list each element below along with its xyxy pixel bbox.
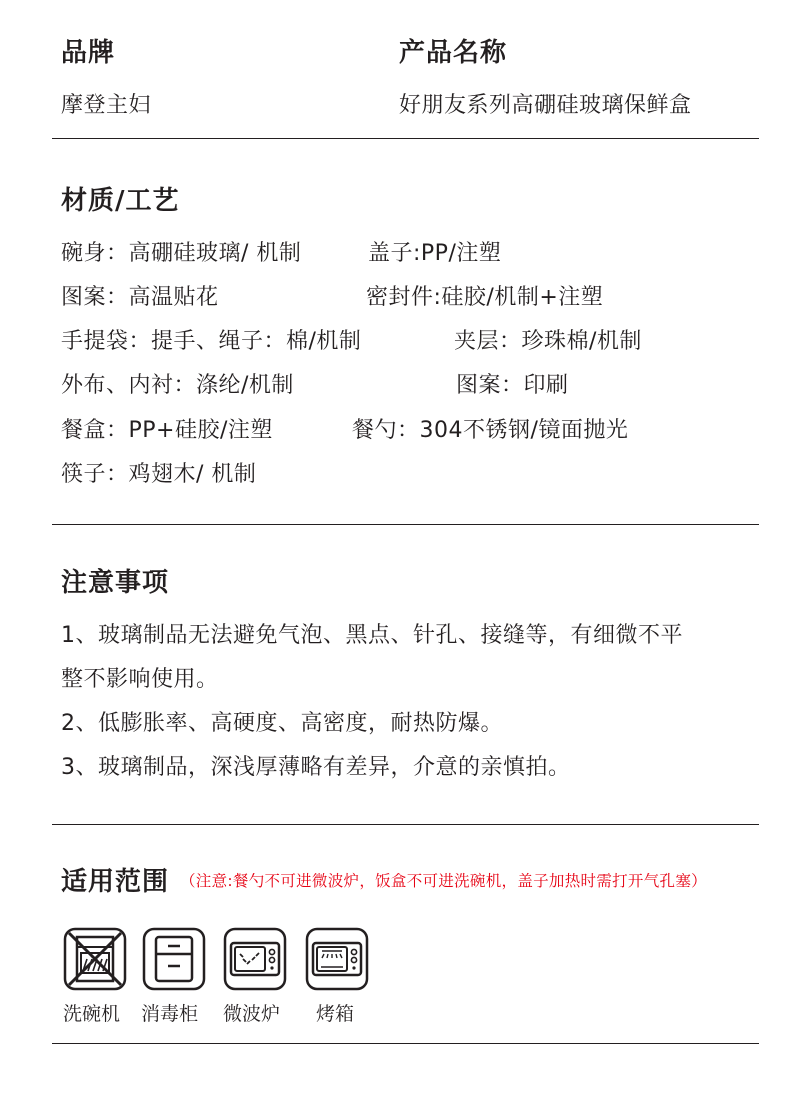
material-item: 外布、内衬：涤纶/机制 (61, 373, 294, 398)
section-divider (52, 524, 759, 525)
oven-icon (305, 927, 369, 991)
material-item: 图案：印刷 (456, 373, 569, 398)
note-line: 2、低膨胀率、高硬度、高密度，耐热防爆。 (61, 711, 503, 736)
note-line: 3、玻璃制品，深浅厚薄略有差异，介意的亲慎拍。 (61, 755, 571, 780)
material-item: 夹层：珍珠棉/机制 (454, 329, 642, 354)
material-item: 碗身：高硼硅玻璃/ 机制 (61, 241, 302, 266)
microwave-label: 微波炉 (223, 1003, 281, 1025)
product-name-value: 好朋友系列高硼硅玻璃保鲜盒 (399, 93, 692, 118)
dishwasher-label: 洗碗机 (63, 1003, 121, 1025)
material-item: 餐勺：304不锈钢/镜面抛光 (352, 418, 629, 443)
material-item: 盖子:PP/注塑 (368, 241, 502, 266)
usage-warning-note: （注意:餐勺不可进微波炉，饭盒不可进洗碗机，盖子加热时需打开气孔塞） (180, 872, 707, 890)
material-item: 筷子：鸡翅木/ 机制 (61, 462, 257, 487)
brand-value: 摩登主妇 (61, 93, 152, 118)
section-divider (52, 138, 759, 139)
material-item: 餐盒：PP+硅胶/注塑 (61, 418, 273, 443)
oven-label: 烤箱 (316, 1003, 355, 1025)
note-line: 1、玻璃制品无法避免气泡、黑点、针孔、接缝等，有细微不平 (61, 623, 683, 648)
notes-heading: 注意事项 (61, 568, 170, 598)
note-line: 整不影响使用。 (61, 667, 219, 692)
usage-heading: 适用范围 (61, 867, 170, 897)
section-divider (52, 1043, 759, 1044)
sterilizer-cabinet-label: 消毒柜 (141, 1003, 199, 1025)
microwave-icon (223, 927, 287, 991)
dishwasher-icon (63, 927, 127, 991)
material-heading: 材质/工艺 (61, 186, 180, 216)
material-item: 密封件:硅胶/机制+注塑 (366, 285, 604, 310)
material-item: 手提袋：提手、绳子：棉/机制 (61, 329, 362, 354)
brand-heading: 品牌 (61, 38, 116, 68)
sterilizer-cabinet-icon (142, 927, 206, 991)
section-divider (52, 824, 759, 825)
material-item: 图案：高温贴花 (61, 285, 219, 310)
product-name-heading: 产品名称 (399, 38, 508, 68)
